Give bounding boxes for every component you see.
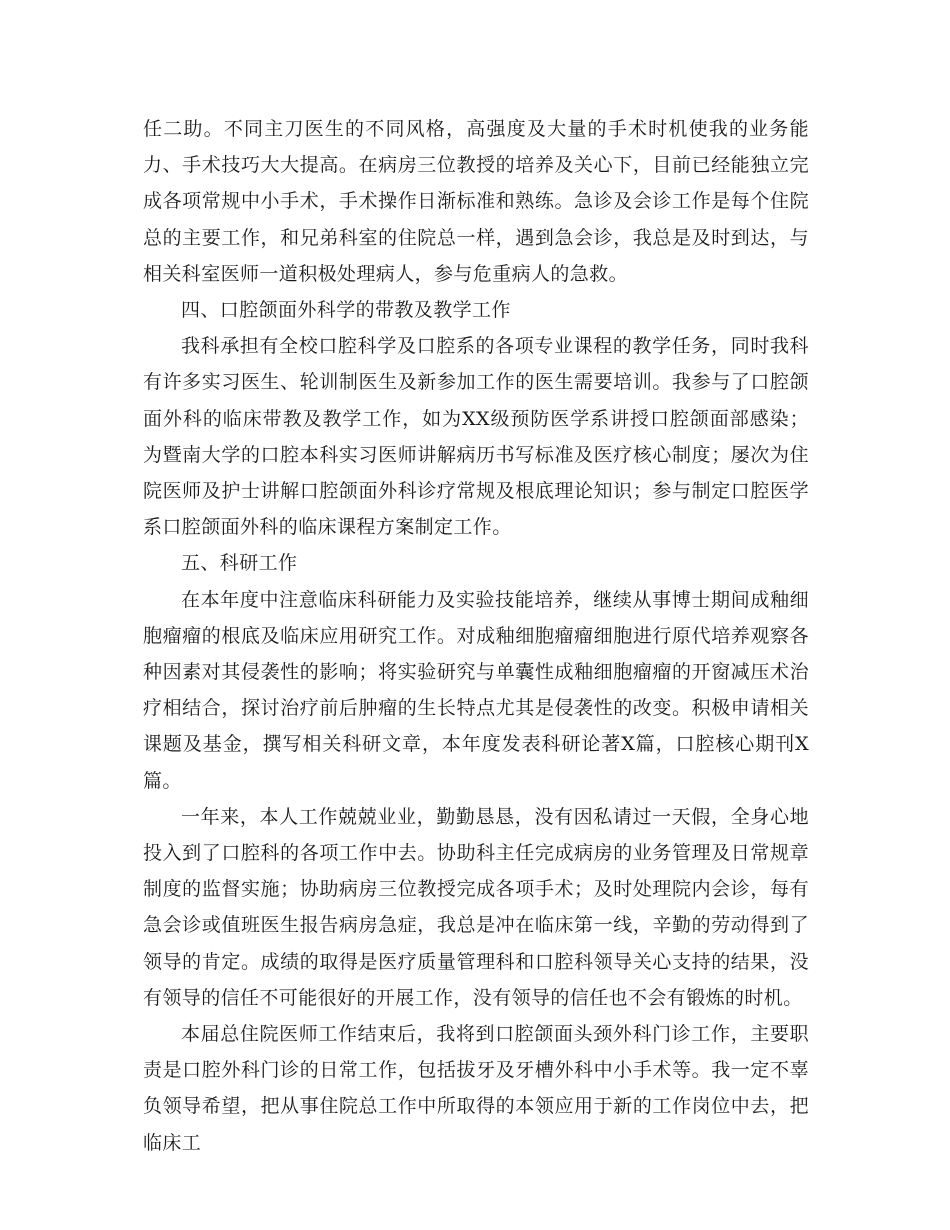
- section-heading-research: 五、科研工作: [181, 552, 298, 575]
- paragraph-teaching: 我科承担有全校口腔科学及口腔系的各项专业课程的教学任务，同时我科有许多实习医生、轮训制医生及新参加工作的医生需要培训。我参与了口腔颌面外科的临床带教及教学工作，如为XX级预防医学系讲授口腔颌面部感染；为暨南大学的口腔本科实习医师讲解病历书写标准及医疗核心制度；屡次为住院医师及护士讲解口腔颌面外科诊疗常规及根底理论知识；参与制定口腔医学系口腔颌面外科的临床课程方案制定工作。: [143, 335, 809, 539]
- paragraph-future: 本届总住院医师工作结束后，我将到口腔颌面头颈外科门诊工作，主要职责是口腔外科门诊的日常工作，包括拔牙及牙槽外科中小手术等。我一定不辜负领导希望，把从事住院总工作中所取得的本领应用于新的工作岗位中去，把临床工: [143, 1023, 809, 1154]
- document-body: [143, 111, 809, 1161]
- paragraph-continuation: 任二助。不同主刀医生的不同风格，高强度及大量的手术时机使我的业务能力、手术技巧大大提高。在病房三位教授的培养及关心下，目前已经能独立完成各项常规中小手术，手术操作日渐标准和熟练。急诊及会诊工作是每个住院总的主要工作，和兄弟科室的住院总一样，遇到急会诊，我总是及时到达，与相关科室医师一道积极处理病人，参与危重病人的急救。: [143, 118, 809, 285]
- paragraph-research: 在本年度中注意临床科研能力及实验技能培养，继续从事博士期间成釉细胞瘤瘤的根底及临床应用研究工作。对成釉细胞瘤瘤细胞进行原代培养观察各种因素对其侵袭性的影响；将实验研究与单囊性成釉细胞瘤瘤的开窗减压术治疗相结合，探讨治疗前后肿瘤的生长特点尤其是侵袭性的改变。积极申请相关课题及基金，撰写相关科研文章，本年度发表科研论著X篇，口腔核心期刊X篇。: [143, 588, 809, 792]
- paragraph-summary: 一年来，本人工作兢兢业业，勤勤恳恳，没有因私请过一天假，全身心地投入到了口腔科的各项工作中去。协助科主任完成病房的业务管理及日常规章制度的监督实施；协助病房三位教授完成各项手术；及时处理院内会诊，每有急会诊或值班医生报告病房急症，我总是冲在临床第一线，辛勤的劳动得到了领导的肯定。成绩的取得是医疗质量管理科和口腔科领导关心支持的结果，没有领导的信任不可能很好的开展工作，没有领导的信任也不会有锻炼的时机。: [143, 805, 809, 1009]
- section-heading-teaching: 四、口腔颌面外科学的带教及教学工作: [181, 299, 511, 322]
